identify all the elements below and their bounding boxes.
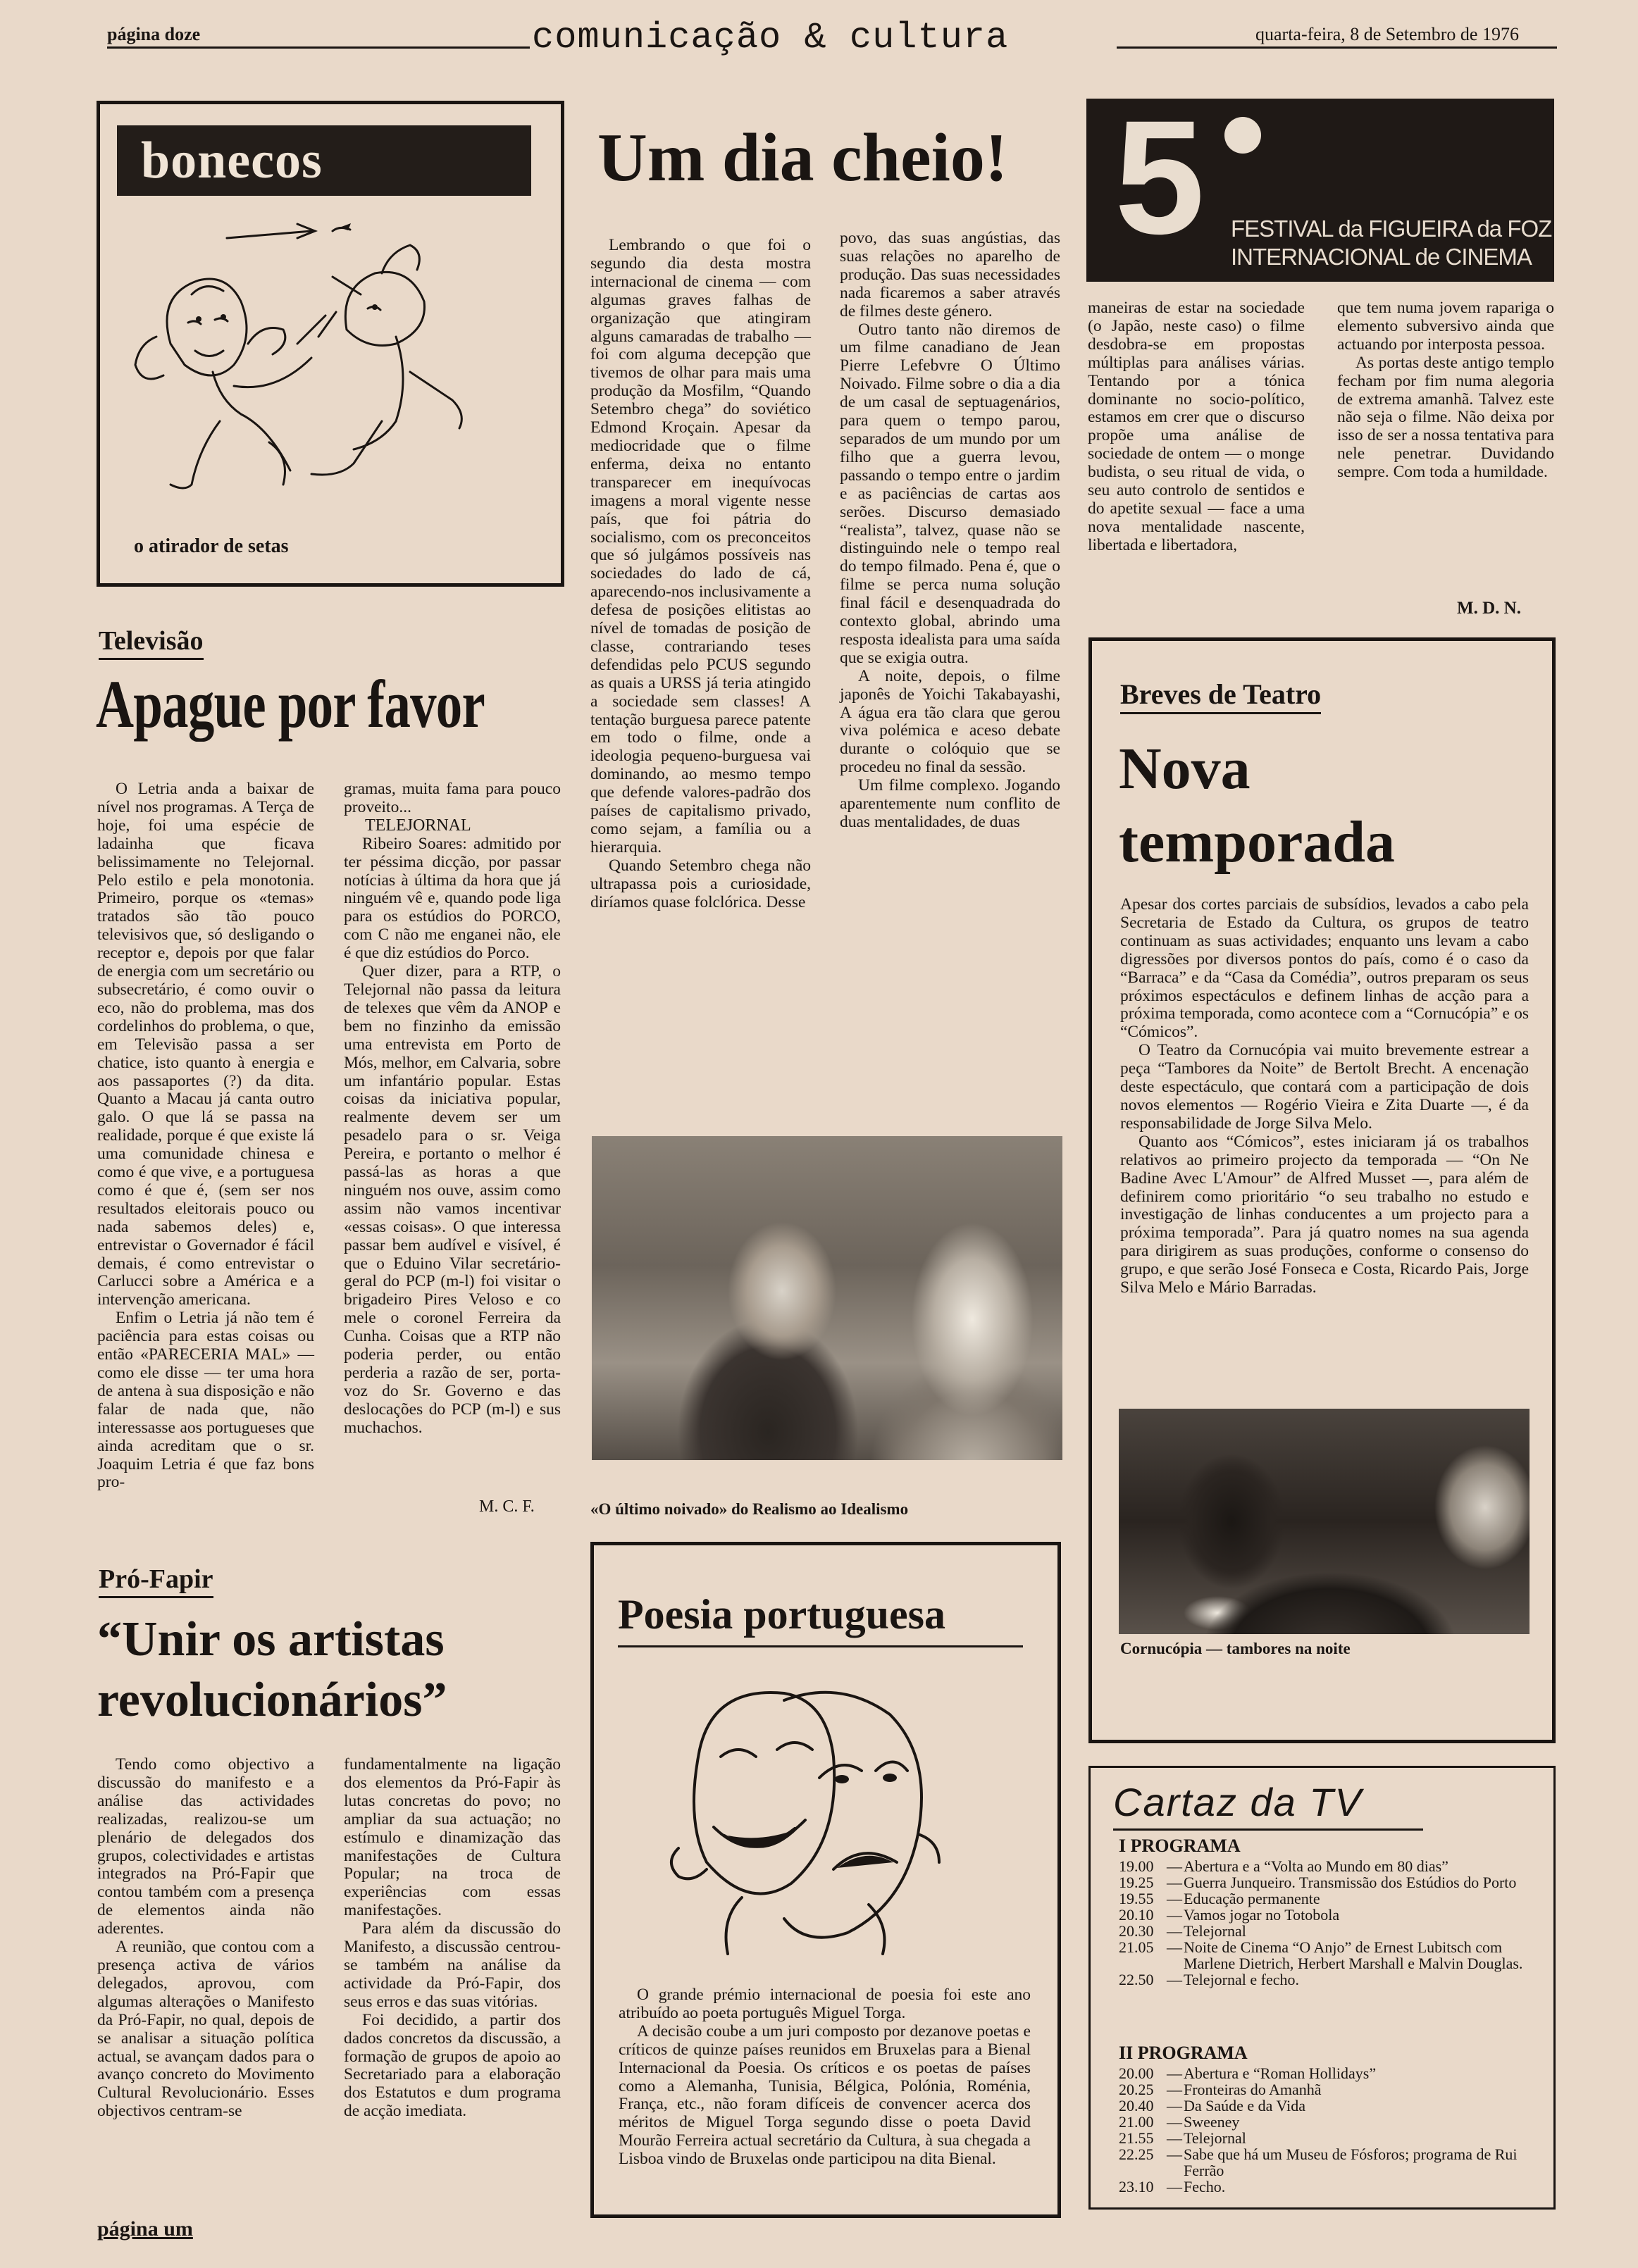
- televisao-kicker: [99, 625, 204, 660]
- cartaz-box: [1088, 1766, 1556, 2210]
- poesia-paragraph: A decisão coube a um juri composto por dezanove poetas e críticos de quinze países reunidos em Bruxelas para a Bienal Internacional da Poesia. Os críticos e os poetas de países como a Alemanha, Tunisia, Bélgica, Polónia, Roménia, França, etc., não foram difíceis de convencer acerca dos méritos de Miguel Torga segundo disse o poeta David Mourão Ferreira actual secretário da Cultura, à sua chegada a Lisboa vindo de Bruxelas onde participou na dita Bienal.: [619, 2021, 1031, 2169]
- listing-item: 23.10 — Fecho.: [1119, 2178, 1226, 2195]
- festival-column-1: [1088, 299, 1305, 555]
- dia-column-2: [840, 230, 1060, 832]
- festival-paragraph: maneiras de estar na sociedade (o Japão, neste caso) o filme desdobra-se em propostas múltiplas para análises várias. Tentando por a tónica dominante no socio-político, estamos em crer que o discurso propõe uma análise de sociedade de ontem — o monge budista, o seu ritual de vida, o seu auto controlo de sentidos e do apetite sexual — face a uma nova mentalidade nascente, libertada e libertadora,: [1088, 299, 1305, 554]
- festival-column-2: [1337, 299, 1554, 482]
- teatro-paragraph: Apesar dos cortes parciais de subsídios, levados a cabo pela Secretaria de Estado da Cultura, os grupos de teatro continuam as suas actividades; enquanto uns levam a cabo digressões por diversos pontos do país, como é o caso da “Barraca” e da “Casa da Comédia”, outros preparam os seus próximos espectáculos e definem linhas de acção para a próxima temporada, como acontece com a “Cornucópia” e os “Cómicos”.: [1120, 895, 1529, 1042]
- teatro-paragraph: O Teatro da Cornucópia vai muito brevemente estrear a peça “Tambores da Noite” de Bertolt Brecht. A encenação deste espectáculo, que contará com a participação de dois novos elementos — Rogério Vieira e Zita Duarte —, é da responsabilidade de Jorge Silva Melo.: [1120, 1041, 1529, 1133]
- televisao-headline: Apague por favor: [96, 666, 485, 742]
- teatro-box: [1088, 637, 1556, 1743]
- listing-item: 21.55 — Telejornal: [1119, 2129, 1246, 2147]
- bonecos-cartoon-box: [97, 101, 564, 587]
- poesia-headline: Poesia portuguesa: [618, 1591, 945, 1638]
- festival-name-line-1: FESTIVAL da FIGUEIRA da FOZ: [1231, 216, 1552, 242]
- telejornal-subhead: TELEJORNAL: [365, 816, 471, 835]
- listing-item: 20.25 — Fronteiras do Amanhã: [1119, 2081, 1322, 2098]
- dia-column-1: [590, 237, 811, 912]
- teatro-body: [1120, 896, 1529, 1297]
- poesia-paragraph: O grande prémio internacional de poesia foi este ano atribuído ao poeta português Miguel Torga.: [619, 1986, 1031, 2022]
- fapir-paragraph: fundamentalmente na ligação dos elementos da Pró-Fapir às lutas concretas do povo; no ampliar da sua actuação; no estímulo e dinamização das manifestações de Cultura Popular; na troca de experiências com essas manifestações.: [344, 1755, 561, 1920]
- cartaz-title-rule: [1113, 1828, 1423, 1831]
- listing-item: 20.40 — Da Saúde e da Vida: [1119, 2097, 1305, 2114]
- poesia-body: [619, 1986, 1031, 2169]
- cartaz-programa-1: I PROGRAMA: [1119, 1836, 1241, 1856]
- fapir-paragraph: Para além da discussão do Manifesto, a discussão centrou-se também na análise da actividade da Pró-Fapir, dos seus erros e das suas vitórias.: [344, 1919, 561, 2011]
- televisao-paragraph: gramas, muita fama para pouco proveito...: [344, 780, 561, 816]
- dia-paragraph: Quando Setembro chega não ultrapassa pois a curiosidade, diríamos quase folclórica. Desse: [590, 856, 811, 911]
- dia-paragraph: Um filme complexo. Jogando aparentemente num conflito de duas mentalidades, de duas: [840, 776, 1060, 831]
- bonecos-tag: [117, 125, 531, 196]
- poesia-headline-rule: [618, 1645, 1023, 1647]
- televisao-paragraph: O Letria anda a baixar de nível nos programas. A Terça de hoje, foi uma espécie de ladainha que ficava belissimamente no Telejornal. Pelo estilo e pela monotonia. Primeiro, porque os «temas» tratados são tão pouco televisivos que, só desligando o receptor e, depois por que falar de energia com um secretário ou subsecretário, é como ouvir o eco, não do problema, mas dos cordelinhos do problema, o que, em Televisão passa a ser chatice, isto quanto à energia e aos passaportes (?) da dita. Quanto a Macau já canta outro galo. O que lá se passa na realidade, porque é que existe lá uma comunidade chinesa e como é que vive, e a portuguesa como é que é, (sem ser nos resultados eleitorais pouco ou nada sabemos deles) e, entrevistar o Governador é fácil demais, é como entrevistar o Carlucci sobre a América e a intervenção americana.: [97, 780, 314, 1309]
- header-rule-left: [107, 46, 530, 49]
- cartaz-list-2: [1119, 2065, 1534, 2195]
- section-title: comunicação & cultura: [532, 17, 1009, 58]
- cartaz-programa-2: II PROGRAMA: [1119, 2043, 1248, 2063]
- fapir-column-1: [97, 1756, 314, 2121]
- teatro-paragraph: Quanto aos “Cómicos”, estes iniciaram já os trabalhos relativos ao primeiro projecto da temporada — “On Ne Badine Avec L'Amour” de Alfred Musset —, para além de definirem como prioritário “o seu trabalho no estudo e investigação de linhas conducentes a um projecto para a próxima temporada”. Para já quatro nomes na sua agenda para dirigirem as suas produções, conforme o consenso do grupo, e que serão José Fonseca e Costa, Ricardo Pais, Jorge Silva Melo e Mário Barradas.: [1120, 1132, 1529, 1297]
- listing-item: 20.30 — Telejornal: [1119, 1922, 1246, 1940]
- bonecos-tag-text: bonecos: [141, 132, 323, 189]
- theatre-masks-illustration: [657, 1672, 967, 1968]
- festival-paragraph: que tem numa jovem rapariga o elemento subversivo ainda que actuando por interposta pessoa.: [1337, 299, 1554, 354]
- televisao-column-2: [344, 780, 561, 1438]
- fapir-paragraph: Foi decidido, a partir dos dados concretos da discussão, a formação de grupos de apoio ao Secretariado para a elaboração dos Estatutos e dum programa de acção imediata.: [344, 2010, 561, 2121]
- issue-date: quarta-feira, 8 de Setembro de 1976: [1255, 24, 1519, 44]
- fapir-column-2: [344, 1756, 561, 2121]
- teatro-kicker-text: Breves de Teatro: [1120, 678, 1321, 714]
- televisao-signature: M. C. F.: [479, 1497, 535, 1516]
- listing-item: 21.05 — Noite de Cinema “O Anjo” de Ernest Lubitsch com Marlene Dietrich, Herbert Marshall e Malvin Douglas.: [1119, 1938, 1523, 1972]
- fapir-paragraph: A reunião, que contou com a presença activa de vários delegados, aprovou, com algumas alterações o Manifesto da Pró-Fapir, no qual, depois de se analisar a situação política actual, se avançam dados para o avanço concreto do Movimento Cultural Revolucionário. Esses objectivos centram-se: [97, 1938, 314, 2121]
- teatro-kicker: [1120, 678, 1321, 714]
- fapir-headline-line-1: “Unir os artistas: [97, 1612, 445, 1666]
- bonecos-caption: o atirador de setas: [134, 535, 289, 557]
- teatro-photo-caption: Cornucópia — tambores na noite: [1120, 1640, 1351, 1657]
- poesia-box: [590, 1542, 1061, 2218]
- teatro-headline: [1119, 733, 1395, 879]
- listing-item: 19.55 — Educação permanente: [1119, 1890, 1320, 1907]
- header-rule-right: [1117, 46, 1557, 49]
- page-number-header: página doze: [107, 24, 201, 44]
- dia-paragraph: Lembrando o que foi o segundo dia desta mostra internacional de cinema — com algumas graves falhas de organização que atingiram alguns camaradas de trabalho — foi com alguma decepção que tivemos de olhar para mais uma produção da Mosfilm, “Quando Setembro chega” do soviético Edmond Kroçain. Apesar da mediocridade que o filme enferma, deixa no entanto transparecer em inequívocas imagens a moral vigente nesse país, que foi pátria do socialismo, com os preconceitos que só julgámos possíveis nas sociedades do lado de cá, aparecendo-nos inclusivamente a defesa de posições elitistas ao nível de tomadas de posição de classe, contrariando teses defendidas pelo PCUS segundo as quais a URSS já teria atingido a sociedade sem classes! A tentação burguesa parece patente em todo o filme, onde a ideologia pequeno-burguesa vai dominando, ao mesmo tempo que defende valores-padrão dos países de capitalismo privado, como sejam, a família ou a hierarquia.: [590, 236, 811, 856]
- teatro-headline-line-2: temporada: [1119, 809, 1395, 875]
- listing-item: 22.50 — Telejornal e fecho.: [1119, 1971, 1299, 1988]
- cartaz-title: Cartaz da TV: [1113, 1780, 1363, 1824]
- archer-cartoon-illustration: [128, 210, 480, 506]
- page-number-footer: página um: [97, 2217, 193, 2241]
- dia-photo-caption: «O último noivado» do Realismo ao Idealismo: [590, 1500, 909, 1518]
- dia-paragraph: A noite, depois, o filme japonês de Yoichi Takabayashi, A água era tão clara que gerou viva polémica e aceso debate durante o colóquio que se procedeu no final da sessão.: [840, 666, 1060, 777]
- festival-paragraph: As portas deste antigo templo fecham por fim numa alegoria de extrema amanhã. Talvez este não seja o filme. Não deixa por isso de ser a nossa tentativa para nele penetrar. Duvidando sempre. Com toda a humildade.: [1337, 353, 1554, 482]
- listing-item: 19.00 — Abertura e a “Volta ao Mundo em 80 dias”: [1119, 1857, 1448, 1875]
- televisao-kicker-text: Televisão: [99, 625, 204, 660]
- teatro-headline-line-1: Nova: [1119, 736, 1251, 802]
- listing-item: 19.25 — Guerra Junqueiro. Transmissão dos Estúdios do Porto: [1119, 1874, 1517, 1891]
- televisao-paragraph: Quer dizer, para a RTP, o Telejornal não passa da leitura de telexes que vêm da ANOP e bem no finzinho da emissão uma entrevista em Porto de Mós, melhor, em Calvaria, sobre um infantário popular. Estas coisas da iniciativa popular, realmente devem ser um pesadelo para o sr. Veiga Pereira, e portanto o melhor é passá-las as horas a que ninguém nos ouve, assim como assim não vamos incentivar «essas coisas». O que interessa passar bem audível e visível, é que o Eduino Vilar secretário-geral do PCP (m-l) foi visitar o brigadeiro Pires Veloso e co mele o coronel Ferreira da Cunha. Coisas que a RTP não poderia perder, ou então perderia a razão de ser, porta-voz do Sr. Governo e das deslocações do PCP (m-l) e sus muchachos.: [344, 962, 561, 1437]
- ultimo-noivado-photo: [592, 1136, 1062, 1460]
- dia-paragraph: Outro tanto não diremos de um filme canadiano de Jean Pierre Lefebvre O Último Noivado. Filme sobre o dia a dia de um casal de septuagenários, para quem o tempo parou, separados de um mundo por um filho que a guerra levou, passando o tempo entre o jardim e as paciências de cartas aos serões. Discurso demasiado “realista”, talvez, quase não se distinguindo nele o tempo real do tempo filmado. Pena é, que o filme se perca numa solução final fácil e desenquadrada do contexto global, abrindo uma resposta idealista para uma saída que se exigia outra.: [840, 320, 1060, 667]
- festival-signature: M. D. N.: [1457, 599, 1521, 618]
- televisao-paragraph: Ribeiro Soares: admitido por ter péssima dicção, por passar notícias à última da hora que já ninguém vê e, quando pode liga para os estúdios do PORCO, com C não me enganei não, ele é que diz estúdios do Porco.: [344, 834, 561, 963]
- festival-number: 5: [1115, 87, 1205, 268]
- televisao-paragraph: Enfim o Letria já não tem é paciência para estas coisas ou então «PARECERIA MAL» — como ele disse — ter uma hora de antena à sua disposição e não falar de nada que, não interessasse aos portugueses que ainda acreditam que o sr. Joaquim Letria é que faz bons pro-: [97, 1309, 314, 1492]
- listing-item: 22.25 — Sabe que há um Museu de Fósforos; programa de Rui Ferrão: [1119, 2145, 1518, 2179]
- fapir-paragraph: Tendo como objectivo a discussão do manifesto e a análise das actividades realizadas, realizou-se um plenário de delegados dos grupos, colectividades e artistas integrados na Pró-Fapir que contou também com a presença de elementos ainda não aderentes.: [97, 1755, 314, 1938]
- listing-item: 21.00 — Sweeney: [1119, 2113, 1240, 2131]
- fapir-headline-line-2: revolucionários”: [97, 1673, 447, 1727]
- festival-name-line-2: INTERNACIONAL de CINEMA: [1231, 244, 1532, 270]
- dia-paragraph: povo, das suas angústias, das suas relações no aparelho de produção. Das suas necessidades nada ficaremos a saber através de filmes deste género.: [840, 229, 1060, 320]
- cartaz-list-1: [1119, 1858, 1534, 1988]
- cornucopia-photo: [1119, 1409, 1530, 1634]
- fapir-kicker-text: Pró-Fapir: [99, 1564, 213, 1598]
- listing-item: 20.10 — Vamos jogar no Totobola: [1119, 1906, 1340, 1924]
- televisao-column-1: [97, 780, 314, 1492]
- festival-banner: [1086, 87, 1554, 282]
- listing-item: 20.00 — Abertura e “Roman Hollidays”: [1119, 2064, 1377, 2082]
- dia-headline: Um dia cheio!: [597, 120, 1008, 196]
- festival-dot: [1224, 117, 1261, 154]
- fapir-headline: [97, 1609, 447, 1731]
- fapir-kicker: [99, 1564, 213, 1598]
